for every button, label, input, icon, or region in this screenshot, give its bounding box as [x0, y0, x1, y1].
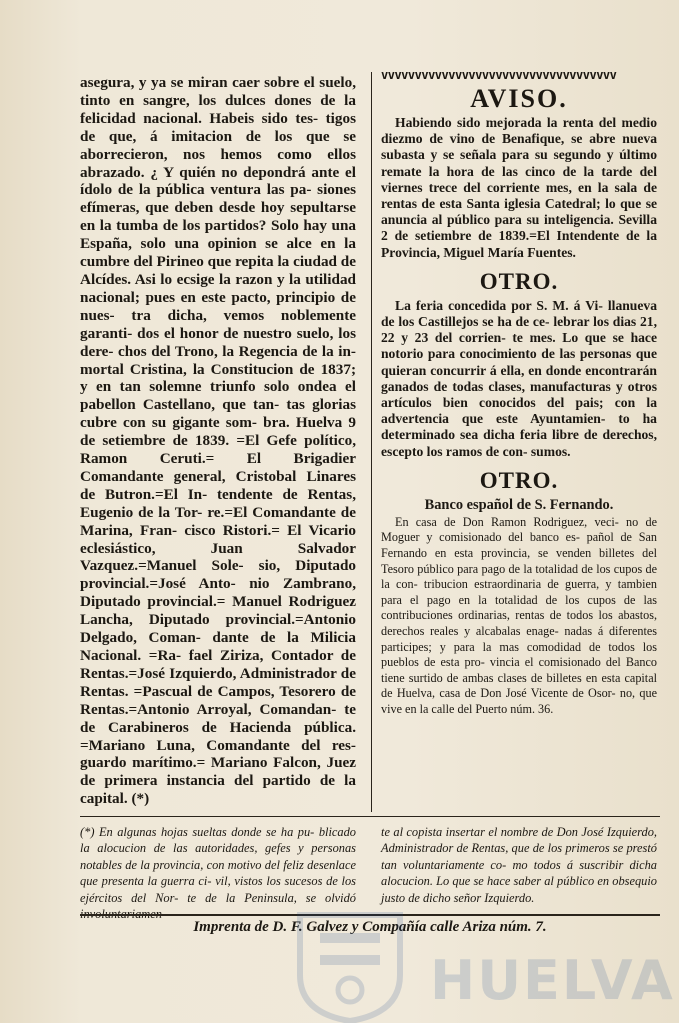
line: comodidad de todos los pueblos de esta pro- [381, 639, 657, 670]
line: llanueva de los Castillejos se ha de ce- [381, 297, 657, 330]
line: pago de la totalidad de los cupos de la con- [381, 561, 658, 592]
line: suelo, tinto en sangre, los dulces dones [80, 74, 356, 109]
line: de la capital. (*) [80, 772, 356, 808]
line: tigos de que, á imitacion de los que se [80, 109, 356, 145]
line: de derechos, escepto los ramos de con- [381, 427, 657, 459]
line: abre nueva subasta y se señala para su [381, 131, 658, 163]
aviso-text [381, 115, 657, 261]
line: tas glorias cubre con su gigante som- [80, 396, 356, 432]
line: Intendente de la Provincia, Miguel [381, 228, 657, 260]
line: (*) En algunas hojas sueltas donde se ha pu- [80, 825, 319, 839]
line: Manuel Rodriguez Lancha, Diputado [80, 593, 357, 629]
line: tra dicha, vemos noblemente garanti- [80, 306, 356, 342]
line: pues en este pacto, principio de nues- [80, 288, 356, 324]
line: sumos. [530, 443, 571, 459]
watermark-text: HUELVA [430, 949, 675, 1012]
line: Izquierdo, Administrador de Rentas, que de [381, 825, 657, 856]
line: El Brigadier Comandante general, [80, 450, 356, 485]
line: 1837; y en tan solemne triunfo solo [80, 360, 356, 396]
imprint-line: Imprenta de D. F. Galvez y Compañía calle Ariza núm. 7. [193, 919, 547, 935]
line: =Mariano Luna, Comandante del res- [80, 736, 356, 754]
footnote-text [381, 824, 657, 906]
line: En casa de Don Ramon Rodriguez, veci- [395, 514, 627, 529]
line: los primeros se prestó tan voluntariamente co- [381, 841, 657, 872]
line: los abastos, derechos reales y alcabalas enage- [381, 608, 657, 639]
otro-heading: OTRO. [479, 268, 559, 294]
banco-text [381, 515, 657, 718]
line: personas notables de la provincia, con motivo [80, 841, 356, 872]
line: Huelva, casa de Don José Vicente de Osor- [396, 686, 620, 701]
line: te de la Peninsula, se olvidó [187, 890, 356, 905]
line: Juez de primera instancia del partido [80, 754, 356, 790]
line: aborrecieron, nos hemos como ellos [80, 145, 356, 163]
library-watermark [280, 905, 679, 1023]
line: tendente de Rentas, Eugenio de la Tor- [80, 485, 356, 521]
footnote-rule [80, 816, 660, 817]
banco-subheading: Banco español de S. Fernando. [424, 496, 614, 513]
line: segundo y último remate la hora de las [381, 147, 658, 179]
line: guardo marítimo.= Mariano Falcon, [80, 754, 327, 772]
line: dos el honor de nuestro suelo, los dere- [80, 324, 356, 360]
line: fael Ziriza, Contador de Rentas.=José [80, 647, 356, 682]
line: para el pago en la totalidad de los cupos de [381, 592, 644, 607]
line: repita la ciudad de Alcídes. Asi lo [80, 253, 356, 288]
aviso-heading: AVISO. [470, 84, 568, 113]
line: asegura, y ya se miran caer sobre el [80, 74, 320, 91]
line: nio Zambrano, Diputado provincial.= [80, 575, 356, 611]
line: se venden billetes del Tesoro público para [381, 546, 657, 576]
line: se anuncia al público para su inteligencia. [381, 196, 658, 228]
line: con la advertencia que este Ayuntamien- [381, 395, 657, 427]
otro-heading: OTRO. [479, 467, 559, 493]
line: se alce en la cumbre del Pirineo que [80, 235, 356, 271]
line: Izquierdo, Administrador de Rentas. [80, 664, 356, 700]
ornamental-border: vvvvvvvvvvvvvvvvvvvvvvvvvvvvvvvvvvv [381, 68, 617, 82]
line: sio, Diputado provincial.=José Anto- [80, 557, 357, 593]
notices-column [381, 68, 657, 718]
coat-of-arms-icon [280, 905, 420, 1023]
line: cinco de la tarde del viernes trece del [381, 163, 657, 195]
line: del feliz desenlace que presenta la guerra ci- [80, 857, 356, 889]
proclamation-column [80, 74, 356, 808]
line: Habiendo sido mejorada la renta del [395, 115, 622, 130]
line: lebrar los dias 21, 22 y 23 del corrien- [381, 314, 657, 346]
line: de la felicidad nacional. Habeis sido tes- [80, 91, 356, 127]
line: Solo hay una España, solo una opinion [80, 217, 356, 253]
line: abrazado. ¿ Y quién no depondrá ante [80, 163, 346, 181]
line: conocimiento de las personas que quieran [381, 346, 657, 378]
line: siones efímeras, que deben desde hoy [80, 181, 356, 217]
line: justo de dicho señor Izquierdo. [381, 890, 535, 905]
line: concurrir á ella, en donde encontrarán [430, 362, 657, 378]
line: sepultarse en la tumba de los partidos? [80, 199, 356, 235]
line: vil, vistos los sucesos de los ejércitos del Nor- [80, 874, 357, 905]
line: provincial.=Antonio Delgado, Coman- [80, 611, 356, 647]
line: mortal Cristina, la Constitucion de [80, 360, 321, 378]
proclamation-text [80, 74, 356, 808]
line: bra. Huelva 9 de setiembre de 1839. [80, 414, 356, 450]
line: =El Gefe político, Ramon Ceruti.= [80, 432, 356, 468]
line: María Fuentes. [487, 244, 576, 260]
line: La feria concedida por S. M. á Vi- [395, 297, 608, 313]
line: te de Carabineros de Hacienda pública. [80, 700, 356, 736]
line: te al copista insertar el nombre de Don José [381, 825, 607, 839]
column-divider [371, 72, 372, 812]
line: vincia el comisionado del Banco tiene surtido [381, 655, 657, 685]
line: Cristobal Linares de Butron.=El In- [80, 467, 356, 503]
line: chos del Trono, la Regencia de la in- [117, 342, 356, 360]
line: pañol de San Fernando en esta provincia, [381, 530, 657, 561]
line: =Pascual de Campos, Tesorero de [133, 682, 357, 700]
line: Rentas.=Antonio Arroyal, Comandan- [80, 700, 345, 718]
line: ecsige la razon y la utilidad nacional; [80, 270, 356, 306]
line: de ambas clases de billetes en esta capital de [381, 670, 657, 701]
feria-text [381, 298, 657, 460]
line: ondea el pabellon Castellano, que tan- [80, 378, 356, 414]
line: mo todos á suscribir dicha alocucion. Lo [381, 857, 657, 889]
line: no de Moguer y comisionado del banco es- [381, 514, 657, 545]
line: medio diezmo de vino de Benafique, se [381, 115, 657, 147]
line: Sevilla 2 de setiembre de 1839.=El [381, 212, 657, 244]
line: que se hace saber al público en obsequio [452, 874, 657, 889]
line: las contribuciones ordinarias, rentas de todos [381, 592, 657, 623]
line: dante de la Milicia Nacional. =Ra- [80, 629, 356, 664]
footnote-right [381, 824, 657, 906]
line: no, que vive en la calle del Puerto núm. 36. [381, 686, 657, 716]
line: el ídolo de la pública ventura las pa- [80, 163, 356, 199]
line: ganados de todas clases, manufacturas [381, 378, 616, 394]
line: tribucion estraordinaria de guerra, y tambien [423, 577, 657, 592]
line: to ha determinado sea dicha feria libre [381, 411, 657, 443]
line: re.=El Comandante de Marina, Fran- [80, 503, 356, 539]
line: y otros artículos bien conocidos del pais; [381, 378, 657, 411]
line: nadas á diferentes participes; y para la mas [381, 624, 657, 654]
line: esta Santa iglesia Catedral; lo que [439, 196, 646, 212]
line: cisco Ristori.= El Vicario eclesiástico, [80, 521, 356, 557]
line: te mes. Lo que se hace notorio para [381, 330, 657, 362]
line: blicado la alocucion de las autoridades, gefes y [80, 825, 356, 856]
line: corriente mes, en la sala de rentas de [381, 179, 657, 212]
line: Juan Salvador Vazquez.=Manuel Sole- [80, 539, 356, 575]
